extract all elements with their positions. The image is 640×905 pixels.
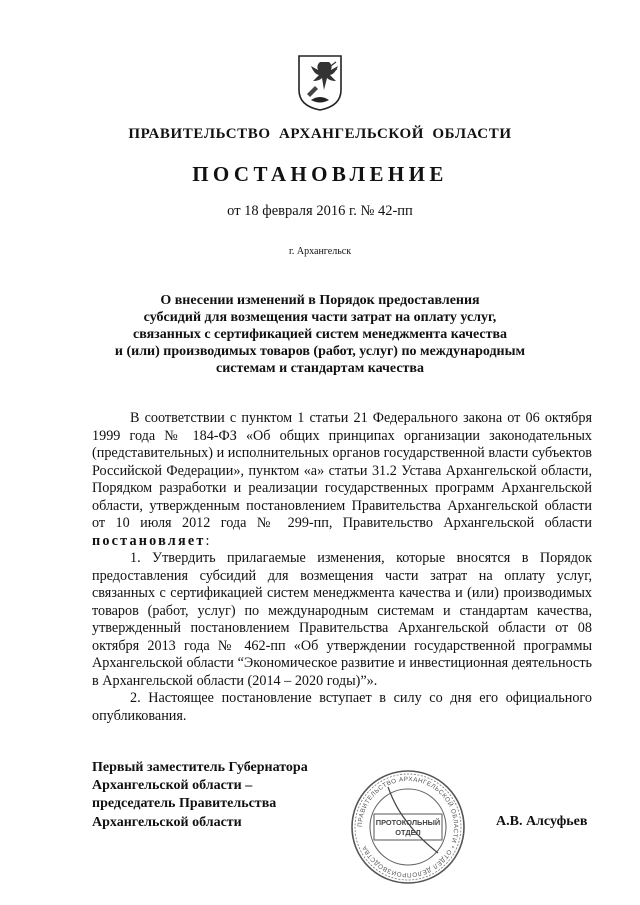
resolves-word: постановляет xyxy=(92,532,206,549)
preamble-text: В соответствии с пунктом 1 статьи 21 Федерального закона от 06 октября 1999 года № 184-ФЗ «Об общих принципах организации законодательных (представительных) и исполнительных органов государственной власти субъектов Российской Федерации», пунктом «а» статьи 31.2 Устава Архангельской области, Порядком разработки и реализации государственных программ Архангельской области, утвержденным постановлением Правительства Архангельской области от 10 июля 2012 года № 299-пп, Правительство Архангельской области xyxy=(92,410,592,531)
signer-title-line: председатель Правительства xyxy=(92,796,277,812)
signer-title xyxy=(92,759,372,832)
stamp-inner-line: ОТДЕЛ xyxy=(395,828,421,837)
document-type: ПОСТАНОВЛЕНИЕ xyxy=(192,162,448,186)
title-line: системам и стандартам качества xyxy=(216,361,424,376)
signer-title-line: Архангельской области xyxy=(92,814,242,830)
stamp-inner-line: ПРОТОКОЛЬНЫЙ xyxy=(375,818,441,827)
item-2-paragraph: 2. Настоящее постановление вступает в силу со дня его официального опубликования. xyxy=(92,690,592,724)
signer-title-line: Первый заместитель Губернатора xyxy=(92,760,308,775)
title-line: О внесении изменений в Порядок предоставления xyxy=(160,293,480,308)
title-line: и (или) производимых товаров (работ, услуг) по международным xyxy=(114,344,526,359)
document-body xyxy=(92,410,592,725)
resolves-colon: : xyxy=(205,532,210,549)
document-date-number: от 18 февраля 2016 г. № 42-пп xyxy=(227,203,413,219)
document-title xyxy=(95,292,545,377)
coat-of-arms-icon xyxy=(297,54,343,112)
signer-title-line: Архангельской области – xyxy=(92,778,253,794)
government-name: ПРАВИТЕЛЬСТВО АРХАНГЕЛЬСКОЙ ОБЛАСТИ xyxy=(128,126,512,142)
signer-name: А.В. Алсуфьев xyxy=(496,814,588,829)
title-line: связанных с сертификацией систем менеджмента качества xyxy=(132,327,508,342)
preamble-paragraph xyxy=(92,410,592,550)
city-name: г. Архангельск xyxy=(288,246,352,257)
title-line: субсидий для возмещения части затрат на оплату услуг, xyxy=(143,310,497,325)
item-1-paragraph: 1. Утвердить прилагаемые изменения, которые вносятся в Порядок предоставления субсидий для возмещения части затрат на оплату услуг, связанных с сертификацией систем менеджмента качества и (или) производимых товаров (работ, услуг) по международным системам и стандартам качества, утвержденный постановлением Правительства Архангельской области от 08 октября 2013 года № 462-пп «Об утверждении государственной программы Архангельской области “Экономическое развитие и инвестиционная деятельность в Архангельской области (2014 – 2020 годы)”». xyxy=(92,550,592,689)
stamp-ring-text: ПРАВИТЕЛЬСТВО АРХАНГЕЛЬСКОЙ ОБЛАСТИ * ОТДЕЛ ДЕЛОПРОИЗВОДСТВА xyxy=(356,775,460,879)
official-stamp xyxy=(348,767,468,887)
